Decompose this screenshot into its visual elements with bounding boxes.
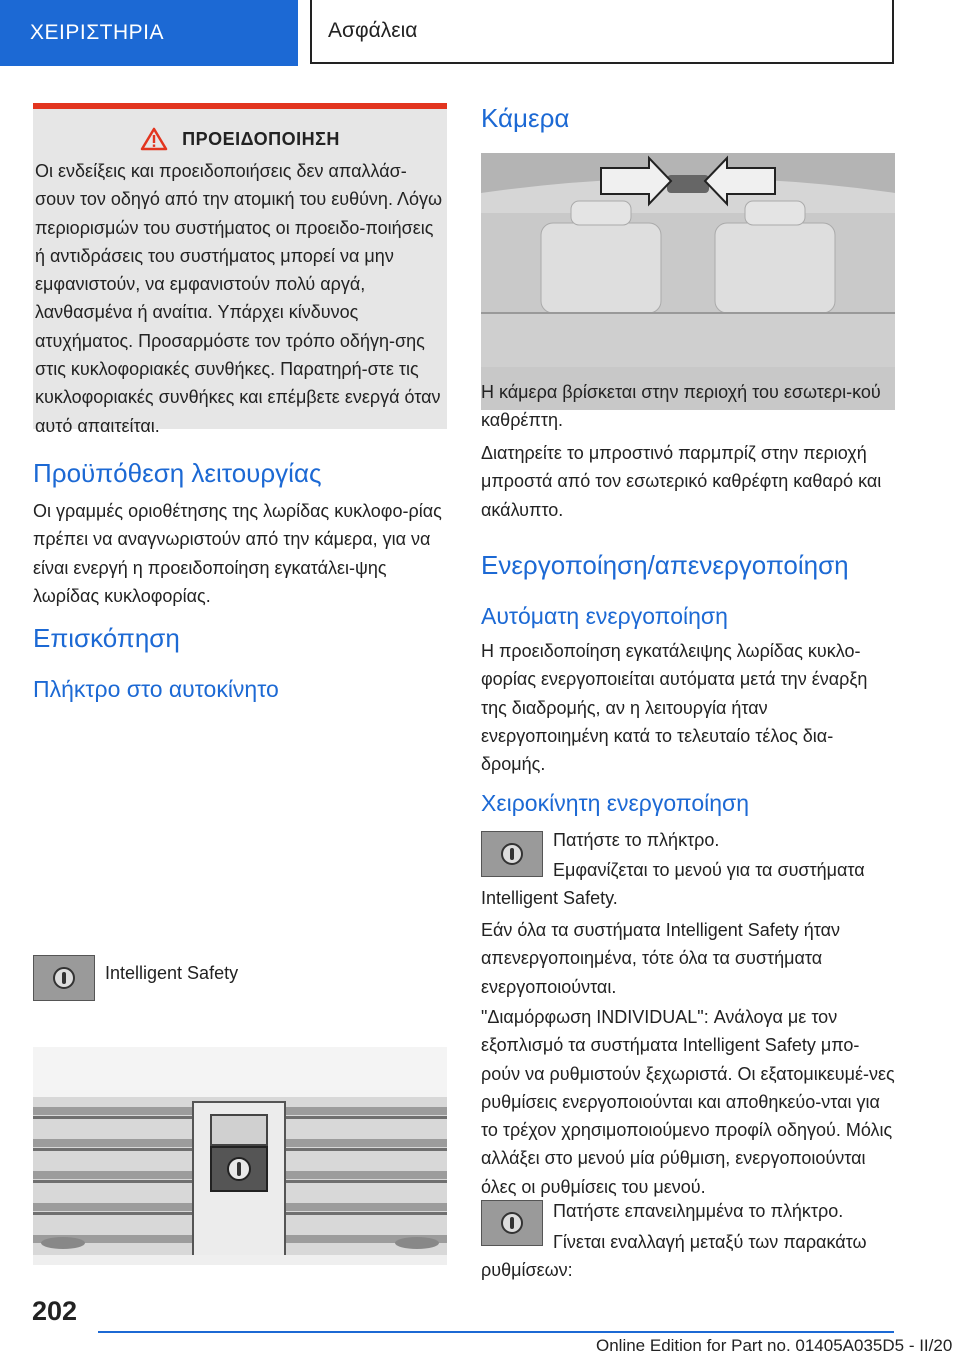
press-repeat-text: Πατήστε επανειλημμένα το πλήκτρο.	[553, 1201, 844, 1221]
warning-triangle-icon	[140, 127, 168, 151]
heading-prerequisite: Προϋπόθεση λειτουργίας	[33, 458, 322, 488]
warning-box	[33, 103, 447, 436]
heading-auto-activation: Αυτόματη ενεργοποίηση	[481, 603, 728, 629]
heading-camera: Κάμερα	[481, 103, 570, 133]
intelligent-safety-button-icon	[33, 955, 95, 1001]
left-column	[33, 103, 447, 983]
camera-clean-text: Διατηρείτε το μπροστινό παρμπρίζ στην περιοχή μπροστά από τον εσωτερικό καθρέφτη καθαρό και ακάλυπτο.	[481, 443, 882, 520]
footer-rule	[98, 1331, 894, 1333]
heading-on-off: Ενεργοποίηση/απενεργοποίηση	[481, 550, 849, 580]
toggle-settings-text: Γίνεται εναλλαγή μεταξύ των παρακάτω ρυθμίσεων:	[481, 1232, 867, 1281]
prerequisite-text: Οι γραμμές οριοθέτησης της λωρίδας κυκλοφο-ρίας πρέπει να αναγνωριστούν από την κάμερα, για να είναι ενεργή η προειδοποίηση εγκατάλει-ψης λωρίδας κυκλοφορίας.	[33, 501, 442, 606]
right-column	[481, 103, 895, 1281]
warning-heading	[33, 127, 447, 151]
heading-overview: Επισκόπηση	[33, 623, 180, 653]
chapter-title: Ασφάλεια	[310, 0, 894, 64]
section-tab: ΧΕΙΡΙΣΤΗΡΙΑ	[0, 0, 298, 66]
camera-location-image	[481, 153, 895, 410]
camera-location-text: Η κάμερα βρίσκεται στην περιοχή του εσωτερι-κού καθρέπτη.	[481, 382, 881, 431]
page-number: 202	[32, 1296, 78, 1326]
individual-config-text: "Διαμόρφωση INDIVIDUAL": Ανάλογα με τον εξοπλισμό τα συστήματα Intelligent Safety μπο-ρούν να ρυθμιστούν ξεχωριστά. Οι εξατομικευμέ-νες ρυθμίσεις ενεργοποιούνται και αποθηκεύο-νται για το τρέχον χρησιμοποιούμενο προφίλ οδηγού. Μόλις αλλάξει στο μενού μία ρύθμιση, ενεργοποιούνται όλες οι ρυθμίσεις του μενού.	[481, 1007, 895, 1197]
warning-title: ΠΡΟΕΙΔΟΠΟΙΗΣΗ	[182, 128, 340, 149]
button-label: Intelligent Safety	[105, 963, 239, 983]
header-bar	[0, 0, 960, 66]
dashboard-button-image	[33, 1047, 447, 1265]
all-off-text: Εάν όλα τα συστήματα Intelligent Safety ήταν απενεργοποιημένα, τότε όλα τα συστήματα ενεργοποιούνται.	[481, 920, 841, 997]
press-button-text: Πατήστε το πλήκτρο.	[553, 830, 720, 850]
auto-activation-text: Η προειδοποίηση εγκατάλειψης λωρίδας κυκλο-φορίας ενεργοποιείται αυτόματα μετά την έναρξη της διαδρομής, αν η λειτουργία ήταν ενεργοποιημένη κατά το τελευταίο τέλος δια-δρομής.	[481, 641, 868, 775]
warning-text: Οι ενδείξεις και προειδοποιήσεις δεν απαλλάσ-σουν τον οδηγό από την ατομική του ευθύνη. Λόγω περιορισμών του συστήματος οι προειδο-ποιήσεις ή αντιδράσεις του συστήματος μπορεί να μην εμφανιστούν, να εμφανιστούν πολύ αργά, λανθασμένα ή αναίτια. Υπάρχει κίνδυνος ατυχήματος. Προσαρμόστε τον τρόπο οδήγη-σης στις κυκλοφοριακές συνθήκες. Παρατηρή-στε τις κυκλοφοριακές συνθήκες και επέμβετε ενεργά όταν αυτό απαιτείται.	[35, 161, 443, 436]
heading-manual-activation: Χειροκίνητη ενεργοποίηση	[481, 790, 750, 816]
menu-shown-text: Εμφανίζεται το μενού για τα συστήματα Intelligent Safety.	[481, 860, 865, 909]
heading-button-in-car: Πλήκτρο στο αυτοκίνητο	[33, 676, 279, 702]
online-edition-text: Online Edition for Part no. 01405A035D5 - II/20	[596, 1336, 953, 1355]
